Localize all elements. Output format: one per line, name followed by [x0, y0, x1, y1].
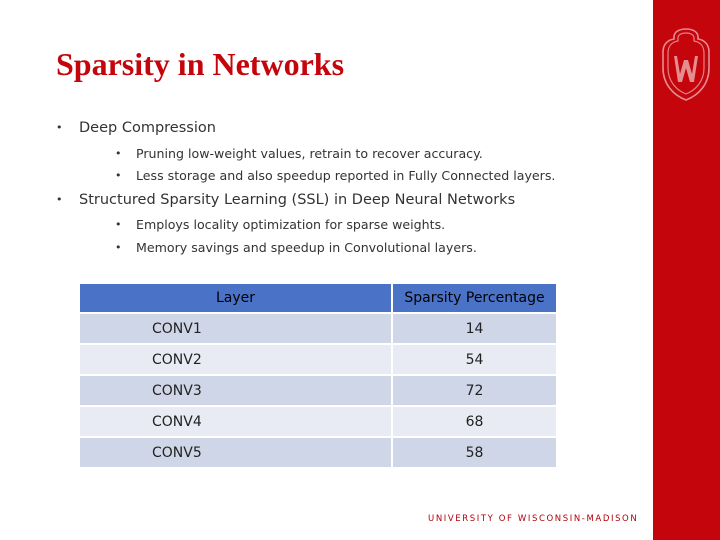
bullet-dot: • — [56, 121, 63, 134]
layer-cell: CONV2 — [79, 344, 392, 375]
layer-cell: CONV3 — [79, 375, 392, 406]
slide-title: Sparsity in Networks — [56, 46, 345, 82]
sub-bullet-text: Less storage and also speedup reported in Fully Connected layers. — [136, 168, 556, 183]
sparsity-cell: 68 — [392, 406, 557, 437]
column-header-layer: Layer — [79, 283, 392, 313]
bullet-dot: • — [115, 169, 122, 182]
table-row — [79, 313, 557, 344]
layer-cell: CONV5 — [79, 437, 392, 468]
table-header-row — [79, 283, 557, 313]
sub-bullet-text: Employs locality optimization for sparse weights. — [136, 217, 446, 232]
table-row — [79, 344, 557, 375]
layer-cell: CONV4 — [79, 406, 392, 437]
sub-bullet-text: Pruning low-weight values, retrain to recover accuracy. — [136, 146, 483, 161]
column-header-sparsity: Sparsity Percentage — [392, 283, 557, 313]
sparsity-cell: 14 — [392, 313, 557, 344]
sub-bullet-text: Memory savings and speedup in Convolutional layers. — [136, 240, 477, 255]
table-row — [79, 406, 557, 437]
sparsity-table — [78, 282, 558, 469]
sparsity-cell: 58 — [392, 437, 557, 468]
table-row — [79, 437, 557, 468]
sparsity-cell: 54 — [392, 344, 557, 375]
uw-crest-icon — [660, 26, 712, 102]
layer-cell: CONV1 — [79, 313, 392, 344]
sparsity-cell: 72 — [392, 375, 557, 406]
bullet-dot: • — [115, 218, 122, 231]
table-row — [79, 375, 557, 406]
bullet-dot: • — [115, 241, 122, 254]
bullet-text: Structured Sparsity Learning (SSL) in Deep Neural Networks — [79, 192, 516, 208]
bullet-text: Deep Compression — [79, 120, 216, 136]
footer-university: UNIVERSITY OF WISCONSIN-MADISON — [428, 514, 639, 524]
bullet-dot: • — [56, 193, 63, 206]
bullet-dot: • — [115, 147, 122, 160]
